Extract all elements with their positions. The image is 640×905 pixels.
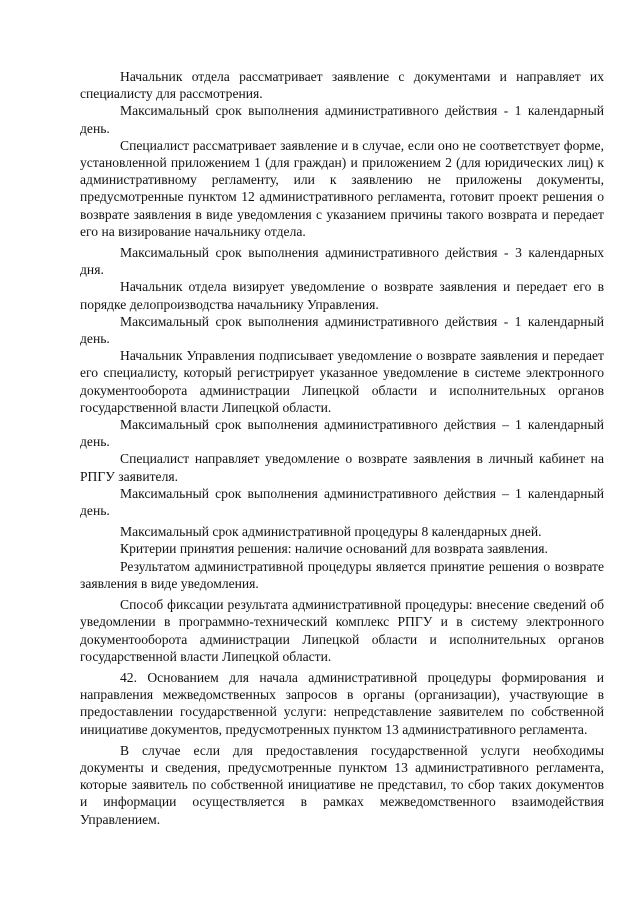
paragraph-10: Максимальный срок выполнения административного действия – 1 календарный день.: [80, 485, 604, 519]
paragraph-2: Максимальный срок выполнения административного действия - 1 календарный день.: [80, 103, 604, 136]
paragraph-9: Специалист направляет уведомление о возврате заявления в личный кабинет на РПГУ заявителя.: [80, 451, 604, 484]
paragraph-7: Начальник Управления подписывает уведомление о возврате заявления и передает его специалисту, который регистрирует указанное уведомление в системе электронного документооборота администрации Липецкой области и исполнительных органов государственной власти Липецкой области.: [80, 348, 604, 415]
paragraph-5: Начальник отдела визирует уведомление о возврате заявления и передает его в порядке делопроизводства начальнику Управления.: [80, 279, 604, 312]
paragraph-15-item-42: 42. Основанием для начала административной процедуры формирования и направления межведомственных запросов в органы (организации), участвующие в предоставлении государственной услуги: непредставление заявителем по собственной инициативе документов, предусмотренных пунктом 13 административного регламента.: [80, 669, 604, 737]
paragraph-16: В случае если для предоставления государственной услуги необходимы документы и сведения, предусмотренные пунктом 13 административного регламента, которые заявитель по собственной инициативе не представил, то сбор таких документов и информации осуществляется в рамках межведомственного взаимодействия Управлением.: [80, 742, 604, 827]
paragraph-12: Критерии принятия решения: наличие оснований для возврата заявления.: [120, 541, 548, 557]
paragraph-1: Начальник отдела рассматривает заявление с документами и направляет их специалисту для рассмотрения.: [80, 69, 604, 102]
paragraph-6: Максимальный срок выполнения административного действия - 1 календарный день.: [80, 313, 604, 347]
paragraph-3: Специалист рассматривает заявление и в случае, если оно не соответствует форме, установленной приложением 1 (для граждан) и приложением 2 (для юридических лиц) к административному регламенту, или к заявлению не приложены документы, предусмотренные пунктом 12 административного регламента, готовит проект решения о возврате заявления в виде уведомления с указанием причины такого возврата и передает его на визирование начальнику отдела.: [80, 137, 604, 239]
paragraph-14: Способ фиксации результата административной процедуры: внесение сведений об уведомлении в программно-технический комплекс РПГУ и в систему электронного документооборота администрации Липецкой области и исполнительных органов государственной власти Липецкой области.: [80, 597, 604, 664]
document-page: [80, 68, 604, 828]
paragraph-8: Максимальный срок выполнения административного действия – 1 календарный день.: [80, 417, 604, 450]
paragraph-11: Максимальный срок административной процедуры 8 календарных дней.: [120, 524, 542, 540]
paragraph-4: Максимальный срок выполнения административного действия - 3 календарных дня.: [80, 245, 604, 278]
paragraph-13: Результатом административной процедуры является принятие решения о возврате заявления в виде уведомления.: [80, 558, 604, 591]
